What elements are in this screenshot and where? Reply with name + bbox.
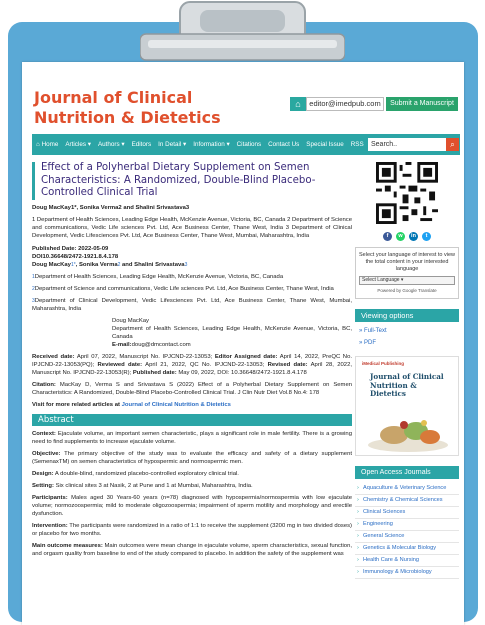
oa-item[interactable]: › Genetics & Molecular Biology	[355, 543, 459, 555]
nav-contact-us[interactable]: Contact Us	[268, 141, 300, 148]
citation: Citation: MacKay D, Verma S and Srivastava S (2022) Effect of a Polyherbal Dietary Supplement on Semen Characteristics: A Randomized, Double-Blind Placebo-Controlled Clinical Trial. J Clin Nutr Diet Vol.8 No.4: 178	[32, 381, 352, 396]
language-box	[355, 247, 459, 299]
abstract-intervention: Intervention: The participants were randomized in a ratio of 1:1 to receive the supplement (3200 mg in two divided doses) or placebo for two months.	[32, 522, 352, 537]
nav-editors[interactable]: Editors	[131, 141, 152, 148]
corresponding-author: Doug MacKay Department of Health Sciences, Leading Edge Health, McKenzie Avenue, Victoria, BC, Canada E-mail:doug@dmcontact.com	[112, 317, 352, 348]
abstract-participants: Participants: Males aged 30 Years-60 years (n=78) diagnosed with hypospermia/normospermia with low ejaculate volume; normozoospermia; mild to moderate oligozoospermia; impairment of sperm motility and morphology and erectile dysfunction.	[32, 494, 352, 517]
language-prompt: Select your language of interest to view the total content in your interested language	[359, 252, 456, 272]
article-title: Effect of a Polyherbal Dietary Supplement on Semen Characteristics: A Randomized, Double-Blind Placebo-Controlled Clinical Trial	[32, 162, 352, 200]
linkedin-icon[interactable]: in	[409, 232, 418, 241]
abstract-context: Context: Ejaculate volume, an important semen characteristic, plays a significant role in male fertility. There is a growing need to find supplements to increase ejaculate volume.	[32, 430, 352, 445]
search-icon[interactable]: ⌕	[446, 138, 459, 151]
published-date: Published Date: 2022-05-09 DOI10.36648/2472-1921.8.4.178 Doug MacKay$^{1*}$, Sonika Verma$^2$ and Shalini Srivastava$^3$	[32, 245, 188, 268]
abstract-heading: Abstract	[32, 414, 352, 426]
article-main	[32, 162, 352, 558]
nav-rss[interactable]: RSS	[350, 141, 364, 148]
oa-item[interactable]: › Engineering	[355, 519, 459, 531]
sidebar	[355, 162, 459, 579]
nav-home[interactable]: ⌂ Home	[36, 141, 59, 148]
cover-logo: iMedical Publishing	[362, 361, 405, 366]
journal-cover-image[interactable]	[355, 356, 459, 456]
abstract-outcome: Main outcome measures: Main outcomes were mean change in ejaculate volume, sperm characteristics, sexual function, and orgasm quality from baseline to end of the study compared to placebo. In addition the safety of the supplement was	[32, 542, 352, 557]
powered-by-translate: Powered by Google Translate	[377, 288, 437, 293]
search-input[interactable]: Search..	[368, 138, 446, 151]
nav-articles[interactable]: Articles ▾	[65, 141, 91, 148]
pdf-link[interactable]: » PDF	[359, 340, 377, 346]
social-links	[355, 232, 459, 241]
abstract-setting: Setting: Six clinical sites 3 at Nasik, 2 at Pune and 1 at Mumbai, Maharashtra, India.	[32, 482, 253, 489]
oa-item[interactable]: › Immunology & Microbiology	[355, 567, 459, 579]
full-text-link[interactable]: » Full-Text	[359, 328, 387, 334]
journal-link[interactable]: Journal of Clinical Nutrition & Dietetics	[121, 401, 231, 408]
home-icon[interactable]: ⌂	[290, 97, 306, 111]
whatsapp-icon[interactable]: w	[396, 232, 405, 241]
home-nav-icon: ⌂	[36, 141, 42, 148]
nav-in-detail[interactable]: In Detail ▾	[158, 141, 187, 148]
open-access-heading: Open Access Journals	[355, 466, 459, 479]
oa-item[interactable]: › Chemistry & Chemical Sciences	[355, 495, 459, 507]
affiliation-2: $^2$Department of Science and communications, Vedic Life sciences Pvt. Ltd, Ace Business Center, Thane West, India	[32, 285, 334, 292]
submit-manuscript-button[interactable]: Submit a Manuscript	[386, 97, 458, 111]
article-authors: Doug MacKay1*, Sonika Verma2 and Shalini Srivastava3	[32, 204, 190, 211]
visit-related: Visit for more related articles at Journal of Clinical Nutrition & Dietetics	[32, 401, 231, 408]
nav-information[interactable]: Information ▾	[193, 141, 230, 148]
nav-authors[interactable]: Authors ▾	[97, 141, 125, 148]
viewing-options-heading: Viewing options	[355, 309, 459, 322]
nav-special-issue[interactable]: Special Issue	[306, 141, 344, 148]
qr-code-icon[interactable]	[376, 162, 438, 224]
oa-item[interactable]: › Health Care & Nursing	[355, 555, 459, 567]
email-link[interactable]: editor@imedpub.com	[306, 97, 384, 111]
oa-item[interactable]: › Clinical Sciences	[355, 507, 459, 519]
twitter-icon[interactable]: t	[422, 232, 431, 241]
open-access-list	[355, 483, 459, 579]
manuscript-dates: Received date: April 07, 2022, Manuscript No. IPJCND-22-13053; Editor Assigned date: April 14, 2022, PreQC No. IPJCND-22-13053(PQ); Reviewed date: April 21, 2022, QC No. IPJCND-22-13053; Revised date: April 28, 2022, Manuscript No. IPJCND-22-13053(R); Published date: May 09, 2022, DOI: 10.36648/2472-1921.8.4.178	[32, 353, 352, 376]
food-bowl-icon	[366, 409, 450, 453]
abstract-objective: Objective: The primary objective of the study was to evaluate the efficacy and safety of a dietary supplement (SemenaxTM) on semen characteristics of hypospermic and normospermic men.	[32, 450, 352, 465]
article-affiliations-intro: 1 Department of Health Sciences, Leading Edge Health, McKenzie Avenue, Victoria, BC, Canada 2 Department of Science and communications, Vedic Life sciences Pvt. Ltd, Ace Business Center, Thane West, India 3 Department of Clinical Development, Vedic Lifesciences Pvt. Ltd, Ace Business Center, Thane West, Mumbai, Maharashtra, India	[32, 216, 352, 239]
nav-citations[interactable]: Citations	[236, 141, 262, 148]
facebook-icon[interactable]: f	[383, 232, 392, 241]
language-select[interactable]: Select Language ▾	[359, 276, 455, 285]
abstract-design: Design: A double-blind, randomized placebo-controlled exploratory clinical trial.	[32, 470, 239, 477]
journal-title[interactable]: Journal of Clinical Nutrition & Dietetics	[34, 88, 221, 127]
cover-title: Journal of Clinical Nutrition & Dietetics	[370, 372, 444, 398]
clipboard-clip-icon	[140, 0, 345, 62]
document-page	[22, 62, 464, 625]
oa-item[interactable]: › Aquaculture & Veterinary Science	[355, 483, 459, 495]
affiliation-3: $^3$Department of Clinical Development, Vedic Lifesciences Pvt. Ltd, Ace Business Center, Thane West, Mumbai, Maharashtra, India	[32, 297, 352, 312]
affiliation-1: $^1$Department of Health Sciences, Leading Edge Health, McKenzie Avenue, Victoria, BC, Canada	[32, 273, 284, 280]
oa-item[interactable]: › General Science	[355, 531, 459, 543]
